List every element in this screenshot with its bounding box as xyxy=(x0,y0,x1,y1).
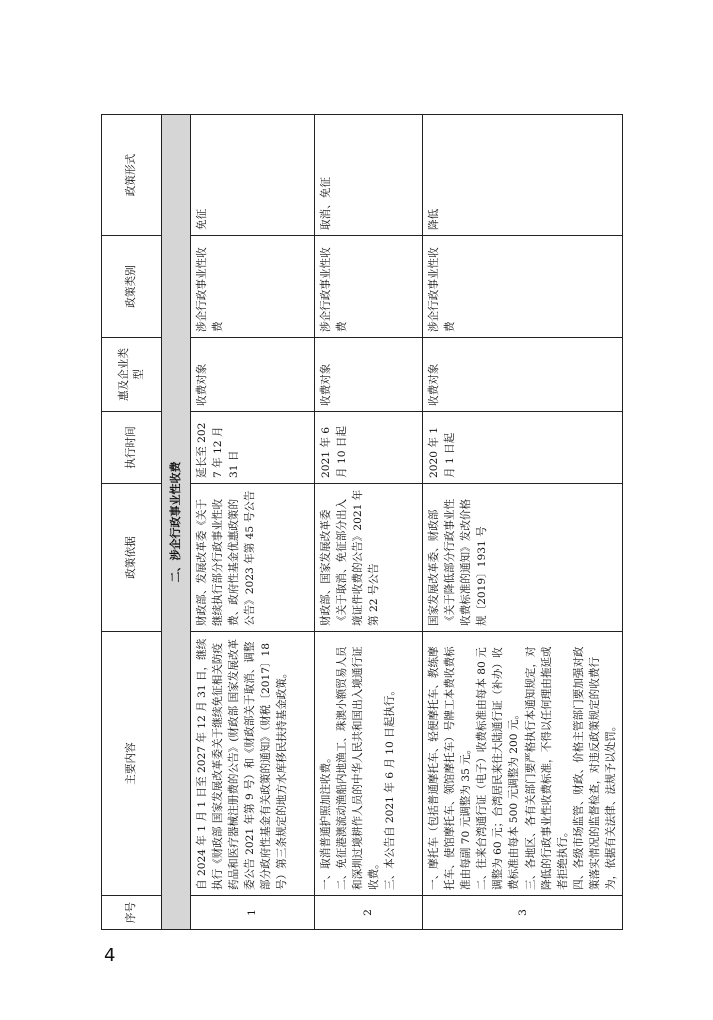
row-target: 收费对象 xyxy=(315,338,423,412)
header-target: 惠及企业类型 xyxy=(102,338,162,412)
page-number: 4 xyxy=(104,945,116,966)
policy-table xyxy=(101,114,623,930)
row-time: 2021 年 6 月 10 日起 xyxy=(315,412,423,484)
row-basis: 财政部、发展改革委《关于继续执行部分行政事业性收费、政府性基金优惠政策的公告》2023 年第 45 号公告 xyxy=(191,484,315,632)
content-line: 四、各级市场监管、财政、价格主管部门要加强对政策落实情况的监督检查，对违反政策规定的收费行为，依据有关法律、法规予以处罚。 xyxy=(572,646,618,890)
row-target: 收费对象 xyxy=(191,338,315,412)
row-form: 降低 xyxy=(423,115,623,236)
row-time: 延长至 2027 年 12 月 31 日 xyxy=(191,412,315,484)
table-header-row xyxy=(102,115,162,930)
row-content xyxy=(423,632,623,896)
table-row xyxy=(315,115,423,930)
row-number: 2 xyxy=(315,896,423,930)
row-number: 3 xyxy=(423,896,623,930)
table-row xyxy=(423,115,623,930)
header-form: 政策形式 xyxy=(102,115,162,236)
row-content xyxy=(315,632,423,896)
content-line: 一、摩托车（包括普通摩托车、轻便摩托车、教练摩托车、使馆摩托车、领馆摩托车）号牌工本费收费标准由每副 70 元调整为 35 元。 xyxy=(428,646,473,890)
row-category: 涉企行政事业性收费 xyxy=(315,236,423,338)
content-line: 三、各地区、各有关部门要严格执行本通知规定，对降低的行政事业性收费标准，不得以任何理由拖延或者拒绝执行。 xyxy=(524,646,569,890)
row-category: 涉企行政事业性收费 xyxy=(423,236,623,338)
row-content: 自 2024 年 1 月 1 日至 2027 年 12 月 31 日，继续执行《财政部 国家发展改革委关于继续免征相关防疫药品和医疗器械注册费的公告》(财政部 国家发展改革委公告 2021 年第 9 号）和《财政部关于取消、调整部分政府性基金有关政策的通知》（财税〔2017〕18 号）第三条规定的地方水库移民扶持基金政策。 xyxy=(191,632,315,896)
row-basis: 国家发展改革委、财政部《关于降低部分行政事业性收费标准的通知》发改价格规〔2019〕1931 号 xyxy=(423,484,623,632)
content-line: 二、往来台湾通行证（电子）收费标准由每本 80 元调整为 60 元；台湾居民来往大陆通行证（补办）收费标准由每本 500 元调整为 200 元。 xyxy=(476,647,521,890)
content-line: 二、免征港澳流动渔船内地渔工、珠澳小额贸易人员和深圳过境耕作人员的中华人民共和国出入境通行证收费。 xyxy=(336,646,381,890)
row-category: 涉企行政事业性收费 xyxy=(191,236,315,338)
header-category: 政策类别 xyxy=(102,236,162,338)
row-basis: 财政部、国家发展改革委《关于取消、免征部分出入境证件收费的公告》2021 年第 22 号公告 xyxy=(315,484,423,632)
section-row xyxy=(162,115,191,930)
row-number: 1 xyxy=(191,896,315,930)
content-line: 三、本公告自 2021 年 6 月 10 日起执行。 xyxy=(384,684,397,890)
row-time: 2020 年 1 月 1 日起 xyxy=(423,412,623,484)
header-time: 执行时间 xyxy=(102,412,162,484)
content-line: 一、取消普通护照加注收费。 xyxy=(320,752,332,890)
header-basis: 政策依据 xyxy=(102,484,162,632)
header-no: 序号 xyxy=(102,896,162,930)
row-form: 取消、免征 xyxy=(315,115,423,236)
header-content: 主要内容 xyxy=(102,632,162,896)
table-row xyxy=(191,115,315,930)
row-target: 收费对象 xyxy=(423,338,623,412)
row-form: 免征 xyxy=(191,115,315,236)
rotated-policy-table-page xyxy=(101,115,619,930)
section-title: 二、涉企行政事业性收费 xyxy=(162,115,191,930)
